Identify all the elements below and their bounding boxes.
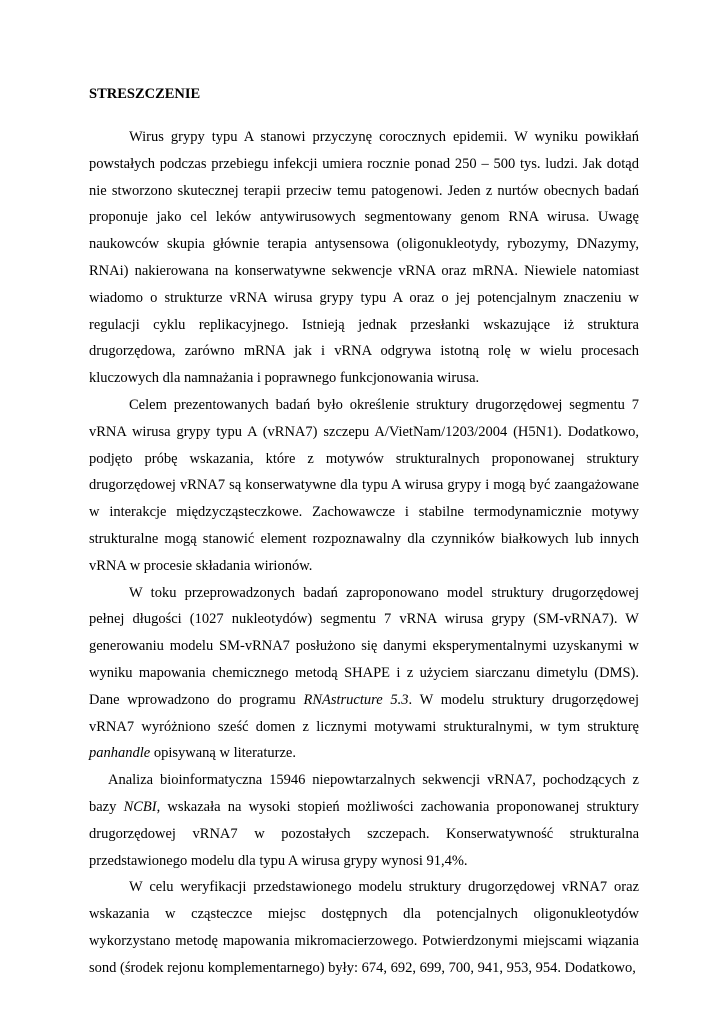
paragraph-4-text-a: Analiza bioinformatyczna 15946 niepowtarzalnych sekwencji vRNA7, pochodzących z bazy (89, 772, 639, 815)
database-name: NCBI (123, 798, 157, 815)
paragraph-3-text-a: W toku przeprowadzonych badań zaproponowano model struktury drugorzędowej pełnej długości (1027 nukleotydów) segmentu 7 vRNA wirusa grypy (SM-vRNA7). W generowaniu modelu SM-vRNA7 posłużono się danymi eksperymentalnymi uzyskanymi w wyniku mapowania chemicznego metodą SHAPE i z użyciem siarczanu dimetylu (DMS). Dane wprowadzono do programu (89, 584, 639, 708)
paragraph-3 (89, 580, 639, 768)
paragraph-1: Wirus grypy typu A stanowi przyczynę corocznych epidemii. W wyniku powikłań powstałych podczas przebiegu infekcji umiera rocznie ponad 250 – 500 tys. ludzi. Jak dotąd nie stworzono skutecznej terapii przeciw temu patogenowi. Jeden z nurtów obecnych badań proponuje jako cel leków antywirusowych segmentowany genom RNA wirusa. Uwagę naukowców skupia głównie terapia antysensowa (oligonukleotydy, rybozymy, DNazymy, RNAi) nakierowana na konserwatywne sekwencje vRNA oraz mRNA. Niewiele natomiast wiadomo o strukturze vRNA wirusa grypy typu A oraz o jej potencjalnym znaczeniu w regulacji cyklu replikacyjnego. Istnieją jednak przesłanki wskazujące iż struktura drugorzędowa, zarówno mRNA jak i vRNA odgrywa istotną rolę w wielu procesach kluczowych dla namnażania i poprawnego funkcjonowania wirusa. (89, 129, 639, 387)
paragraph-3-text-b: . W modelu struktury drugorzędowej vRNA7 wyróżniono sześć domen z licznymi motywami strukturalnymi, w tym strukturę (89, 691, 639, 735)
page-title: STRESZCZENIE (89, 86, 201, 102)
paragraph-4-text-b: , wskazała na wysoki stopień możliwości zachowania proponowanej struktury drugorzędowej vRNA7 w pozostałych szczepach. Konserwatywność strukturalna przedstawionego modelu dla typu A wirusa grypy wynosi 91,4%. (89, 798, 640, 869)
paragraph-3-text-c: opisywaną w literaturze. (150, 745, 296, 762)
abstract-body (89, 124, 639, 982)
panhandle-term: panhandle (89, 745, 151, 762)
program-name: RNAstructure 5.3 (303, 691, 409, 708)
paragraph-5: W celu weryfikacji przedstawionego modelu struktury drugorzędowej vRNA7 oraz wskazania w cząsteczce miejsc dostępnych dla potencjalnych oligonukleotydów wykorzystano metodę mapowania mikromacierzowego. Potwierdzonymi miejscami wiązania sond (środek rejonu komplementarnego) były: 674, 692, 699, 700, 941, 953, 954. Dodatkowo, (89, 879, 639, 976)
paragraph-2: Celem prezentowanych badań było określenie struktury drugorzędowej segmentu 7 vRNA wirusa grypy typu A (vRNA7) szczepu A/VietNam/1203/2004 (H5N1). Dodatkowo, podjęto próbę wskazania, które z motywów strukturalnych proponowanej struktury drugorzędowej vRNA7 są konserwatywne dla typu A wirusa grypy i mogą być zaangażowane w interakcje międzycząsteczkowe. Zachowawcze i stabilne termodynamicznie motywy strukturalne mogą stanowić element rozpoznawalny dla czynników białkowych lub innych vRNA w procesie składania wirionów. (89, 396, 639, 574)
paragraph-4 (89, 767, 639, 874)
